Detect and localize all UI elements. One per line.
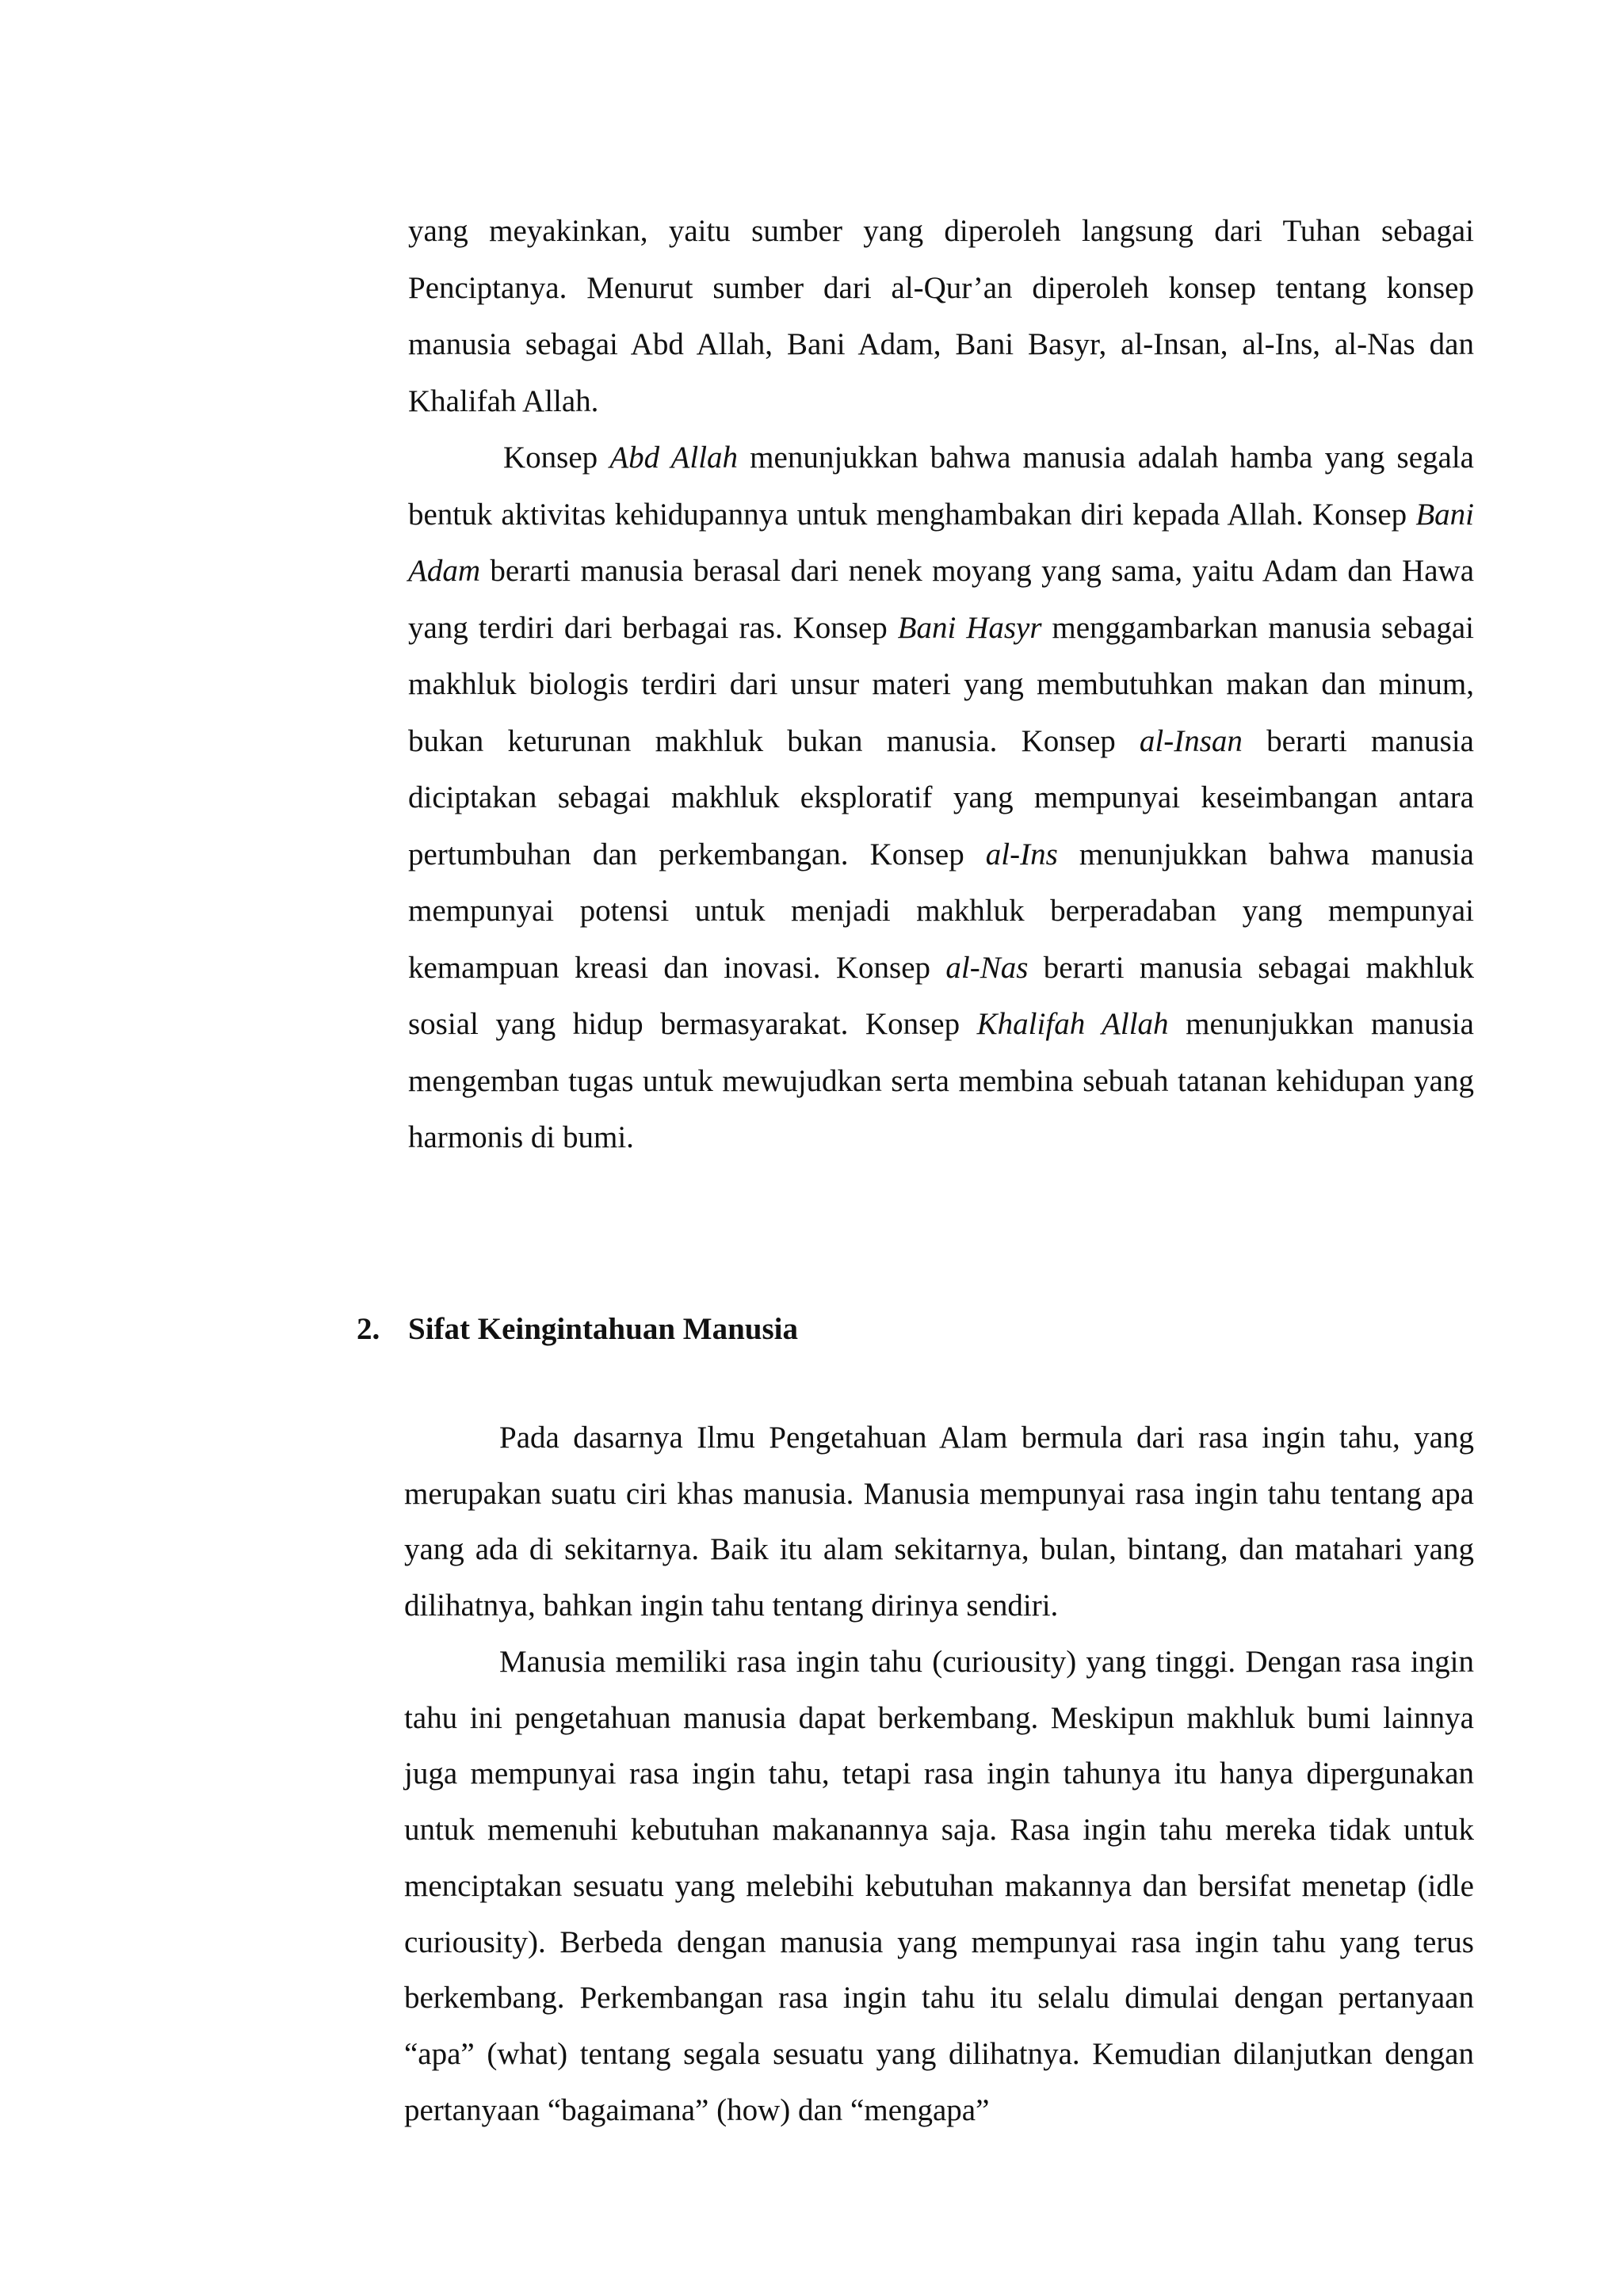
term-bani-adam: Bani Adam [408, 497, 1474, 588]
term-bani-hasyr: Bani Hasyr [897, 610, 1042, 645]
text-run: berarti manusia sebagai makhluk sosial yang hidup bermasyarakat. Konsep [408, 950, 1474, 1041]
manusia-paragraph: Manusia memiliki rasa ingin tahu (curiousity) yang tinggi. Dengan rasa ingin tahu ini pengetahuan manusia dapat berkembang. Meskipun makhluk bumi lainnya juga mempunyai rasa ingin tahu, tetapi rasa ingin tahunya itu hanya dipergunakan untuk memenuhi kebutuhan makanannya saja. Rasa ingin tahu mereka tidak untuk menciptakan sesuatu yang melebihi kebutuhan makannya dan bersifat menetap (idle curiousity). Berbeda dengan manusia yang mempunyai rasa ingin tahu yang terus berkembang. Perkembangan rasa ingin tahu itu selalu dimulai dengan pertanyaan “apa” (what) tentang segala sesuatu yang dilihatnya. Kemudian dilanjutkan dengan pertanyaan “bagaimana” (how) dan “mengapa” [404, 1645, 1474, 2127]
text-run: berarti manusia berasal dari nenek moyang yang sama, yaitu Adam dan Hawa yang terdiri dari berbagai ras. Konsep [408, 554, 1474, 645]
term-al-ins: al-Ins [985, 837, 1058, 871]
intro-paragraph: yang meyakinkan, yaitu sumber yang diperoleh langsung dari Tuhan sebagai Penciptanya. Menurut sumber dari al-Qur’an diperoleh konsep tentang konsep manusia sebagai Abd Allah, Bani Adam, Bani Basyr, al-Insan, al-Ins, al-Nas dan Khalifah Allah. [408, 214, 1474, 418]
term-khalifah-allah: Khalifah Allah [976, 1007, 1169, 1041]
text-run: menunjukkan bahwa manusia adalah hamba yang segala bentuk aktivitas kehidupannya untuk menghambakan diri kepada Allah. Konsep [408, 441, 1474, 532]
text-run: menunjukkan bahwa manusia mempunyai potensi untuk menjadi makhluk berperadaban yang mempunyai kemampuan kreasi dan inovasi. Konsep [408, 837, 1474, 985]
pada-paragraph: Pada dasarnya Ilmu Pengetahuan Alam bermula dari rasa ingin tahu, yang merupakan suatu ciri khas manusia. Manusia mempunyai rasa ingin tahu tentang apa yang ada di sekitarnya. Baik itu alam sekitarnya, bulan, bintang, dan matahari yang dilihatnya, bahkan ingin tahu tentang dirinya sendiri. [404, 1421, 1474, 1623]
term-al-nas: al-Nas [945, 950, 1029, 985]
text-run: menunjukkan manusia mengemban tugas untuk mewujudkan serta membina sebuah tatanan kehidupan yang harmonis di bumi. [408, 1007, 1474, 1154]
section-number: 2. [357, 1312, 380, 1346]
text-run: berarti manusia diciptakan sebagai makhluk eksploratif yang mempunyai keseimbangan antara pertumbuhan dan perkembangan. Konsep [408, 723, 1474, 871]
term-abd-allah: Abd Allah [609, 441, 739, 475]
section-heading [357, 1301, 798, 1357]
text-run: Konsep [503, 441, 610, 475]
term-al-insan: al-Insan [1139, 723, 1243, 758]
section-title: Sifat Keingintahuan Manusia [408, 1312, 798, 1346]
konsep-paragraph [408, 429, 1474, 1166]
text-run: menggambarkan manusia sebagai makhluk biologis terdiri dari unsur materi yang membutuhkan makan dan minum, bukan keturunan makhluk bukan manusia. Konsep [408, 610, 1474, 758]
